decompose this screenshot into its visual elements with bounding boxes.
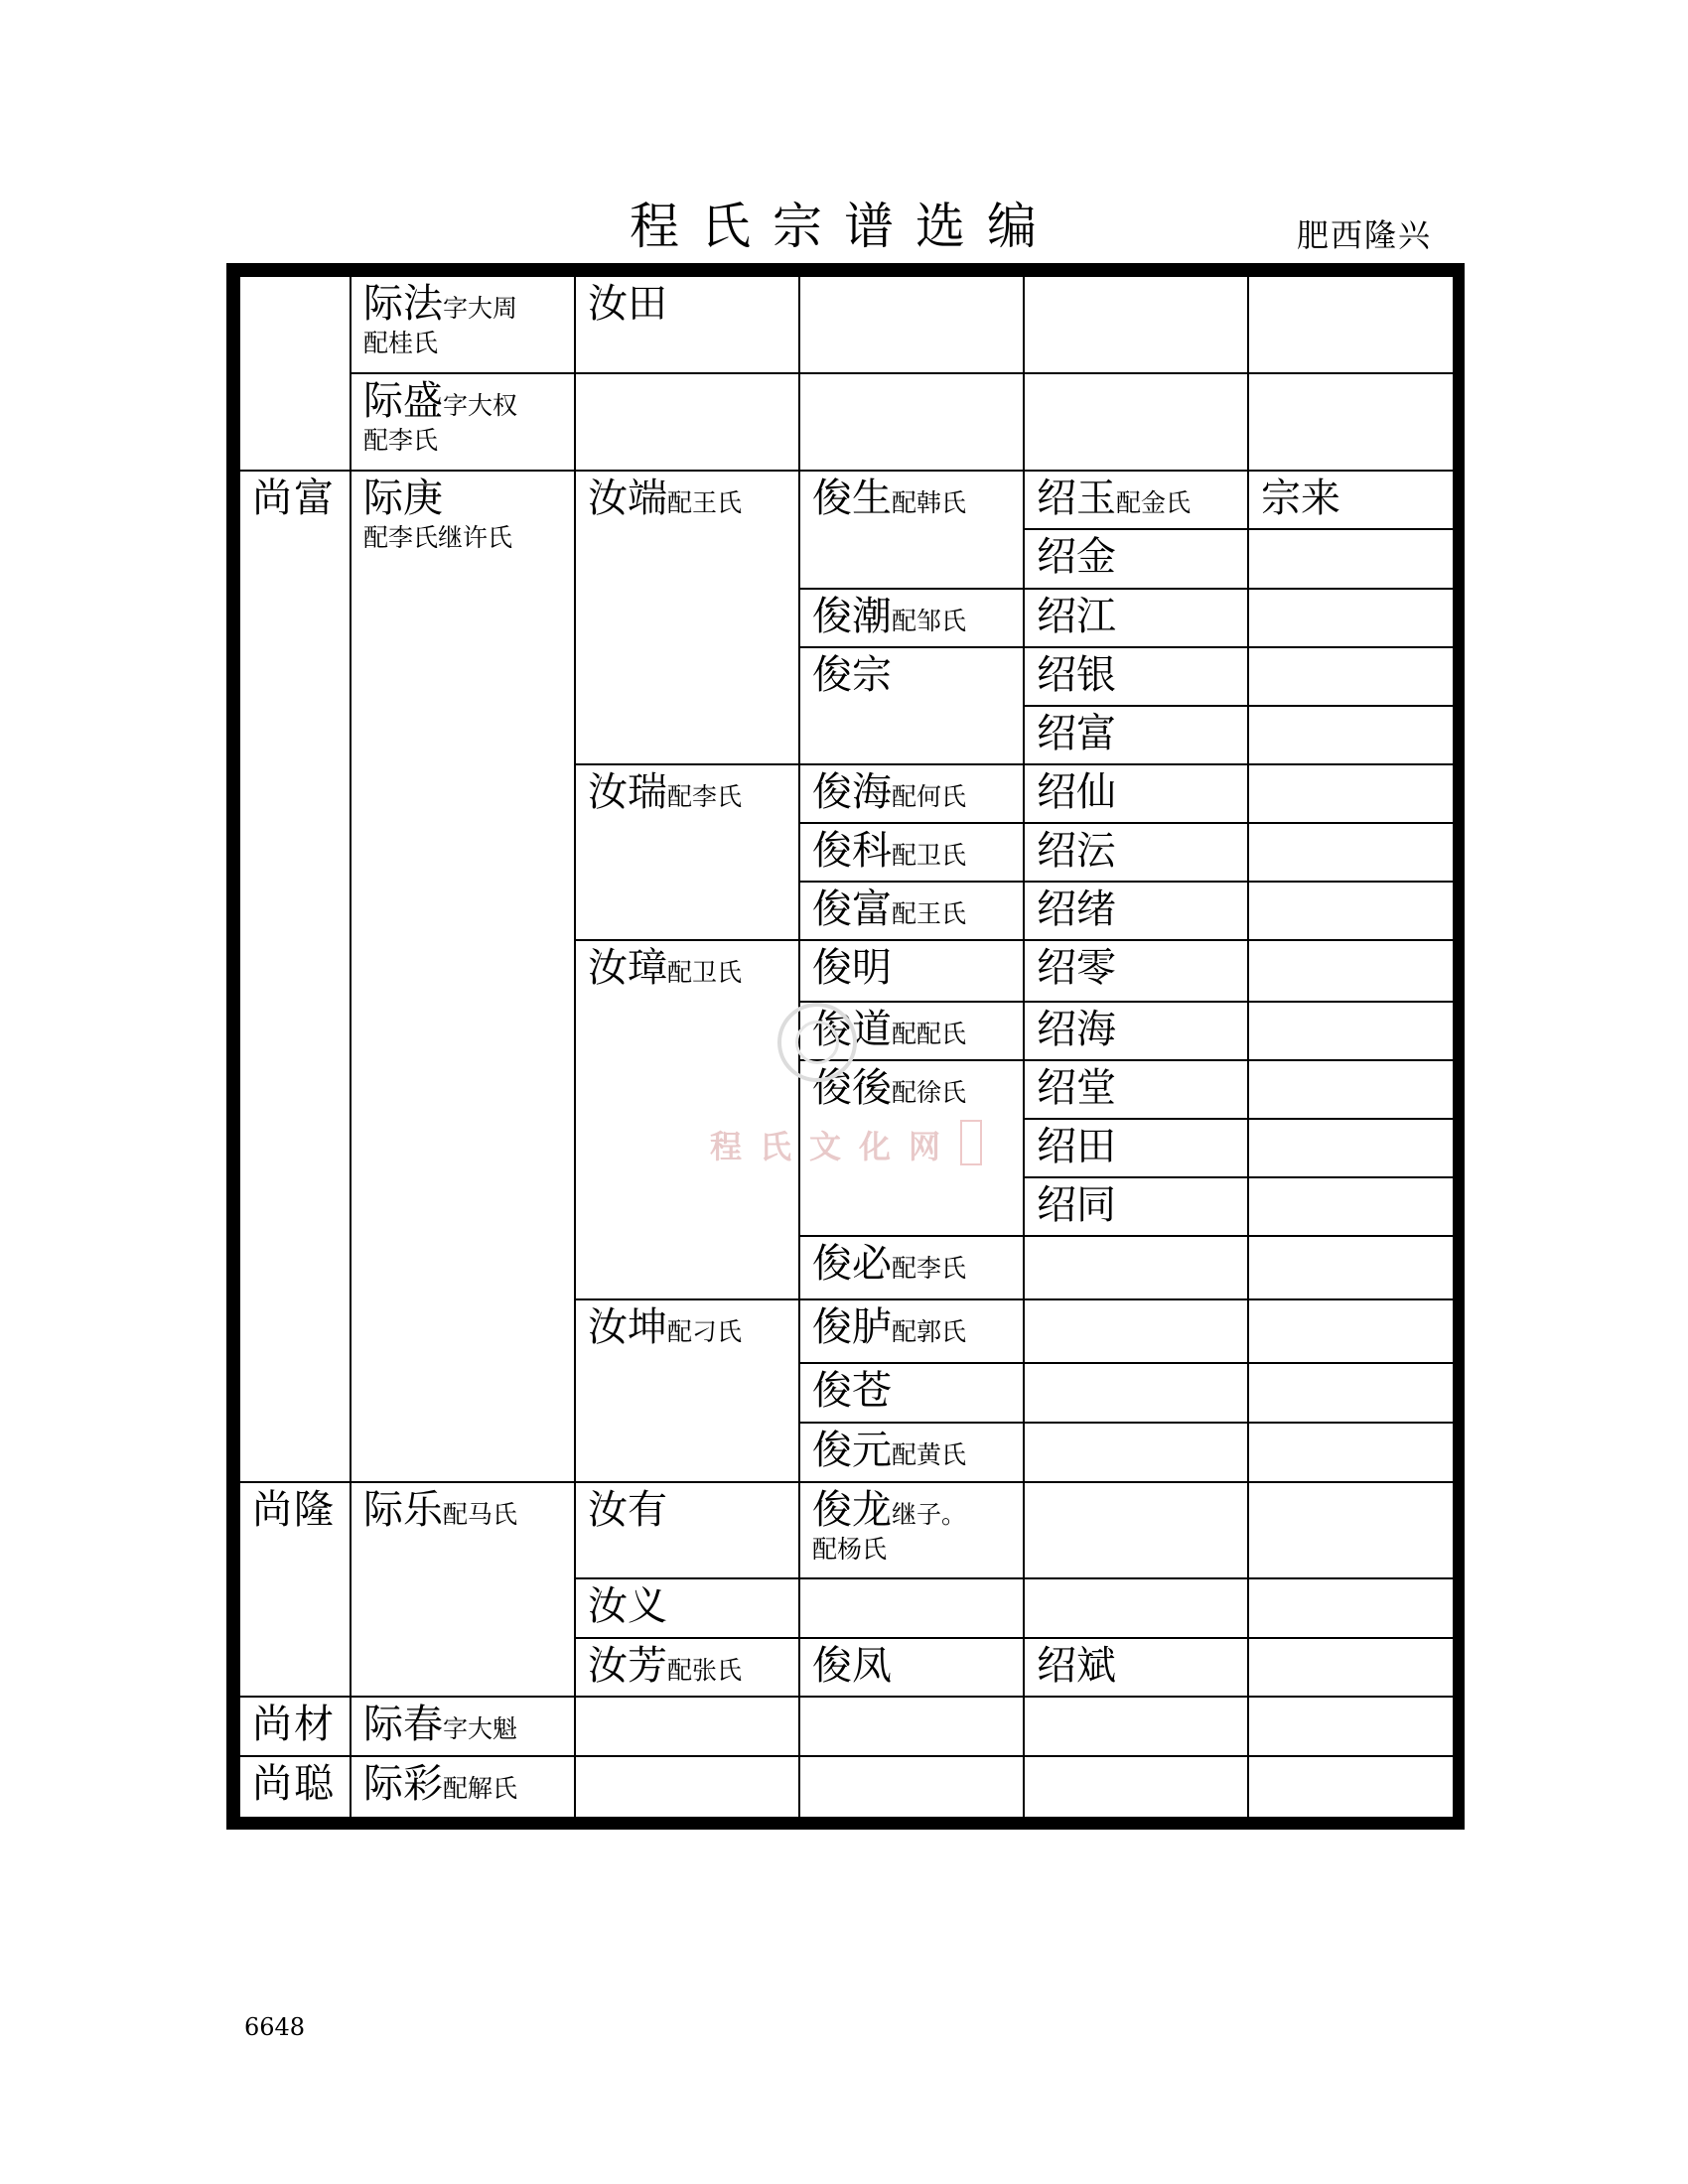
person-name: 绍富 [1037,711,1116,756]
cell-gen3 [575,373,799,471]
person-spouse: 配马氏 [443,1500,518,1529]
page-number: 6648 [244,2013,306,2041]
person-name: 绍零 [1037,945,1116,991]
cell-gen6 [1248,471,1462,529]
person-name: 际法 [363,281,443,327]
cell-gen6 [1248,373,1462,471]
cell-gen6 [1248,1423,1462,1482]
cell-gen3 [575,1482,799,1578]
person-note: 继子。 [892,1500,967,1529]
cell-gen6 [1248,1177,1462,1236]
cell-gen5 [1024,276,1248,373]
person-name: 汝端 [588,476,667,521]
genealogy-table [238,275,1463,1819]
person-spouse: 配解氏 [443,1774,518,1803]
table-row [239,276,1462,373]
cell-gen6 [1248,882,1462,940]
cell-gen3 [575,1638,799,1697]
cell-gen5 [1024,589,1248,647]
cell-gen6 [1248,940,1462,1002]
cell-gen6 [1248,1060,1462,1119]
page-title: 程氏宗谱选编 [630,198,1058,255]
person-note: 字大周 [443,294,518,323]
cell-gen4 [799,373,1024,471]
person-name: 尚富 [252,476,336,521]
cell-gen2 [351,373,575,471]
person-name: 汝璋 [588,945,667,991]
person-name: 俊苍 [812,1368,892,1414]
cell-gen5 [1024,764,1248,823]
person-name: 绍同 [1037,1182,1116,1228]
cell-gen4 [799,764,1024,823]
cell-gen6 [1248,1756,1462,1818]
cell-gen5 [1024,1423,1248,1482]
page-subtitle: 肥西隆兴 [1296,216,1432,254]
cell-gen3 [575,471,799,764]
cell-gen4 [799,1236,1024,1299]
cell-gen5 [1024,1756,1248,1818]
person-spouse: 配刁氏 [667,1317,743,1346]
cell-gen4 [799,1697,1024,1756]
cell-gen4 [799,1482,1024,1578]
person-spouse: 配金氏 [1116,488,1192,517]
person-name: 俊科 [812,828,892,874]
cell-gen5 [1024,1299,1248,1363]
person-name: 俊明 [812,945,892,991]
cell-gen4 [799,471,1024,589]
person-name: 际庚 [363,476,443,521]
person-spouse: 配配氏 [892,1020,967,1048]
cell-gen5 [1024,373,1248,471]
cell-gen4 [799,589,1024,647]
cell-gen6 [1248,1299,1462,1363]
cell-gen6 [1248,1363,1462,1423]
person-name: 俊必 [812,1241,892,1287]
cell-gen5 [1024,1002,1248,1060]
cell-gen4 [799,1002,1024,1060]
person-note: 字大权 [443,391,518,420]
cell-gen6 [1248,1119,1462,1177]
cell-gen6 [1248,276,1462,373]
person-name: 绍田 [1037,1124,1116,1169]
person-name: 俊道 [812,1007,892,1052]
cell-gen3 [575,1697,799,1756]
person-name: 尚隆 [252,1487,336,1533]
person-name: 绍斌 [1037,1643,1116,1689]
cell-gen5 [1024,1482,1248,1578]
cell-gen4 [799,1756,1024,1818]
person-name: 宗来 [1261,476,1340,521]
cell-gen1 [239,276,351,471]
person-name: 俊宗 [812,652,892,698]
cell-gen5 [1024,882,1248,940]
person-name: 汝有 [588,1487,667,1533]
person-name: 际春 [363,1702,443,1747]
cell-gen4 [799,1060,1024,1236]
cell-gen6 [1248,823,1462,882]
cell-gen4 [799,1299,1024,1363]
person-name: 汝田 [588,281,667,327]
cell-gen3 [575,940,799,1299]
person-name: 绍海 [1037,1007,1116,1052]
person-spouse: 配韩氏 [892,488,967,517]
table-row [239,471,1462,529]
person-name: 绍仙 [1037,769,1116,815]
cell-gen4 [799,1363,1024,1423]
genealogy-frame [226,263,1465,1830]
person-spouse: 配王氏 [892,899,967,928]
cell-gen5 [1024,940,1248,1002]
person-name: 汝义 [588,1583,667,1629]
cell-gen3 [575,276,799,373]
cell-gen5 [1024,529,1248,589]
person-spouse: 配卫氏 [892,841,967,870]
person-spouse: 配何氏 [892,782,967,811]
cell-gen2 [351,1756,575,1818]
table-row [239,373,1462,471]
table-row [239,1756,1462,1818]
person-name: 绍沄 [1037,828,1116,874]
cell-gen4 [799,1578,1024,1638]
cell-gen5 [1024,1119,1248,1177]
person-name: 绍金 [1037,534,1116,580]
person-name: 俊富 [812,887,892,932]
person-note: 字大魁 [443,1714,518,1743]
person-spouse: 配李氏 [363,426,439,455]
cell-gen6 [1248,1578,1462,1638]
cell-gen2 [351,471,575,1482]
cell-gen4 [799,940,1024,1002]
cell-gen5 [1024,823,1248,882]
person-spouse: 配徐氏 [892,1078,967,1107]
person-name: 俊後 [812,1065,892,1111]
cell-gen5 [1024,647,1248,706]
person-spouse: 配卫氏 [667,958,743,987]
cell-gen6 [1248,1002,1462,1060]
person-name: 际乐 [363,1487,443,1533]
cell-gen6 [1248,529,1462,589]
cell-gen2 [351,276,575,373]
cell-gen5 [1024,1363,1248,1423]
cell-gen4 [799,1423,1024,1482]
person-name: 尚材 [252,1702,336,1747]
person-name: 绍玉 [1037,476,1116,521]
cell-gen6 [1248,1638,1462,1697]
person-name: 际盛 [363,378,443,424]
table-row [239,1482,1462,1578]
person-name: 汝坤 [588,1304,667,1350]
cell-gen5 [1024,1578,1248,1638]
person-spouse: 配李氏 [892,1254,967,1283]
cell-gen6 [1248,1236,1462,1299]
person-name: 俊海 [812,769,892,815]
person-name: 绍江 [1037,594,1116,639]
cell-gen4 [799,823,1024,882]
person-spouse: 配王氏 [667,488,743,517]
cell-gen4 [799,882,1024,940]
cell-gen5 [1024,471,1248,529]
cell-gen4 [799,647,1024,764]
genealogy-table-container [238,275,1453,1818]
cell-gen6 [1248,706,1462,764]
cell-gen5 [1024,1638,1248,1697]
cell-gen6 [1248,764,1462,823]
person-name: 汝瑞 [588,769,667,815]
person-name: 俊凤 [812,1643,892,1689]
cell-gen2 [351,1482,575,1697]
cell-gen3 [575,1299,799,1482]
person-name: 际彩 [363,1761,443,1807]
cell-gen1 [239,1697,351,1756]
person-name: 尚聪 [252,1761,336,1807]
cell-gen5 [1024,1177,1248,1236]
person-name: 绍银 [1037,652,1116,698]
person-name: 俊生 [812,476,892,521]
cell-gen4 [799,276,1024,373]
person-spouse: 配邹氏 [892,607,967,635]
person-name: 俊胪 [812,1304,892,1350]
person-name: 俊龙 [812,1487,892,1533]
person-spouse: 配桂氏 [363,329,439,357]
cell-gen1 [239,1756,351,1818]
cell-gen1 [239,1482,351,1697]
cell-gen1 [239,471,351,1482]
person-spouse: 配李氏 [667,782,743,811]
cell-gen5 [1024,1060,1248,1119]
cell-gen4 [799,1638,1024,1697]
watermark-text: 程氏文化网 [710,1128,959,1165]
person-spouse: 配李氏继许氏 [363,523,513,552]
cell-gen5 [1024,706,1248,764]
cell-gen6 [1248,1697,1462,1756]
table-row [239,1697,1462,1756]
person-name: 绍绪 [1037,887,1116,932]
cell-gen5 [1024,1236,1248,1299]
person-spouse: 配杨氏 [812,1535,888,1564]
person-name: 俊元 [812,1428,892,1473]
person-name: 绍堂 [1037,1065,1116,1111]
cell-gen5 [1024,1697,1248,1756]
person-spouse: 配郭氏 [892,1317,967,1346]
person-name: 俊潮 [812,594,892,639]
cell-gen3 [575,1578,799,1638]
cell-gen2 [351,1697,575,1756]
cell-gen3 [575,764,799,940]
cell-gen6 [1248,647,1462,706]
cell-gen3 [575,1756,799,1818]
person-name: 汝芳 [588,1643,667,1689]
person-spouse: 配张氏 [667,1656,743,1685]
person-spouse: 配黄氏 [892,1440,967,1469]
cell-gen6 [1248,589,1462,647]
cell-gen6 [1248,1482,1462,1578]
